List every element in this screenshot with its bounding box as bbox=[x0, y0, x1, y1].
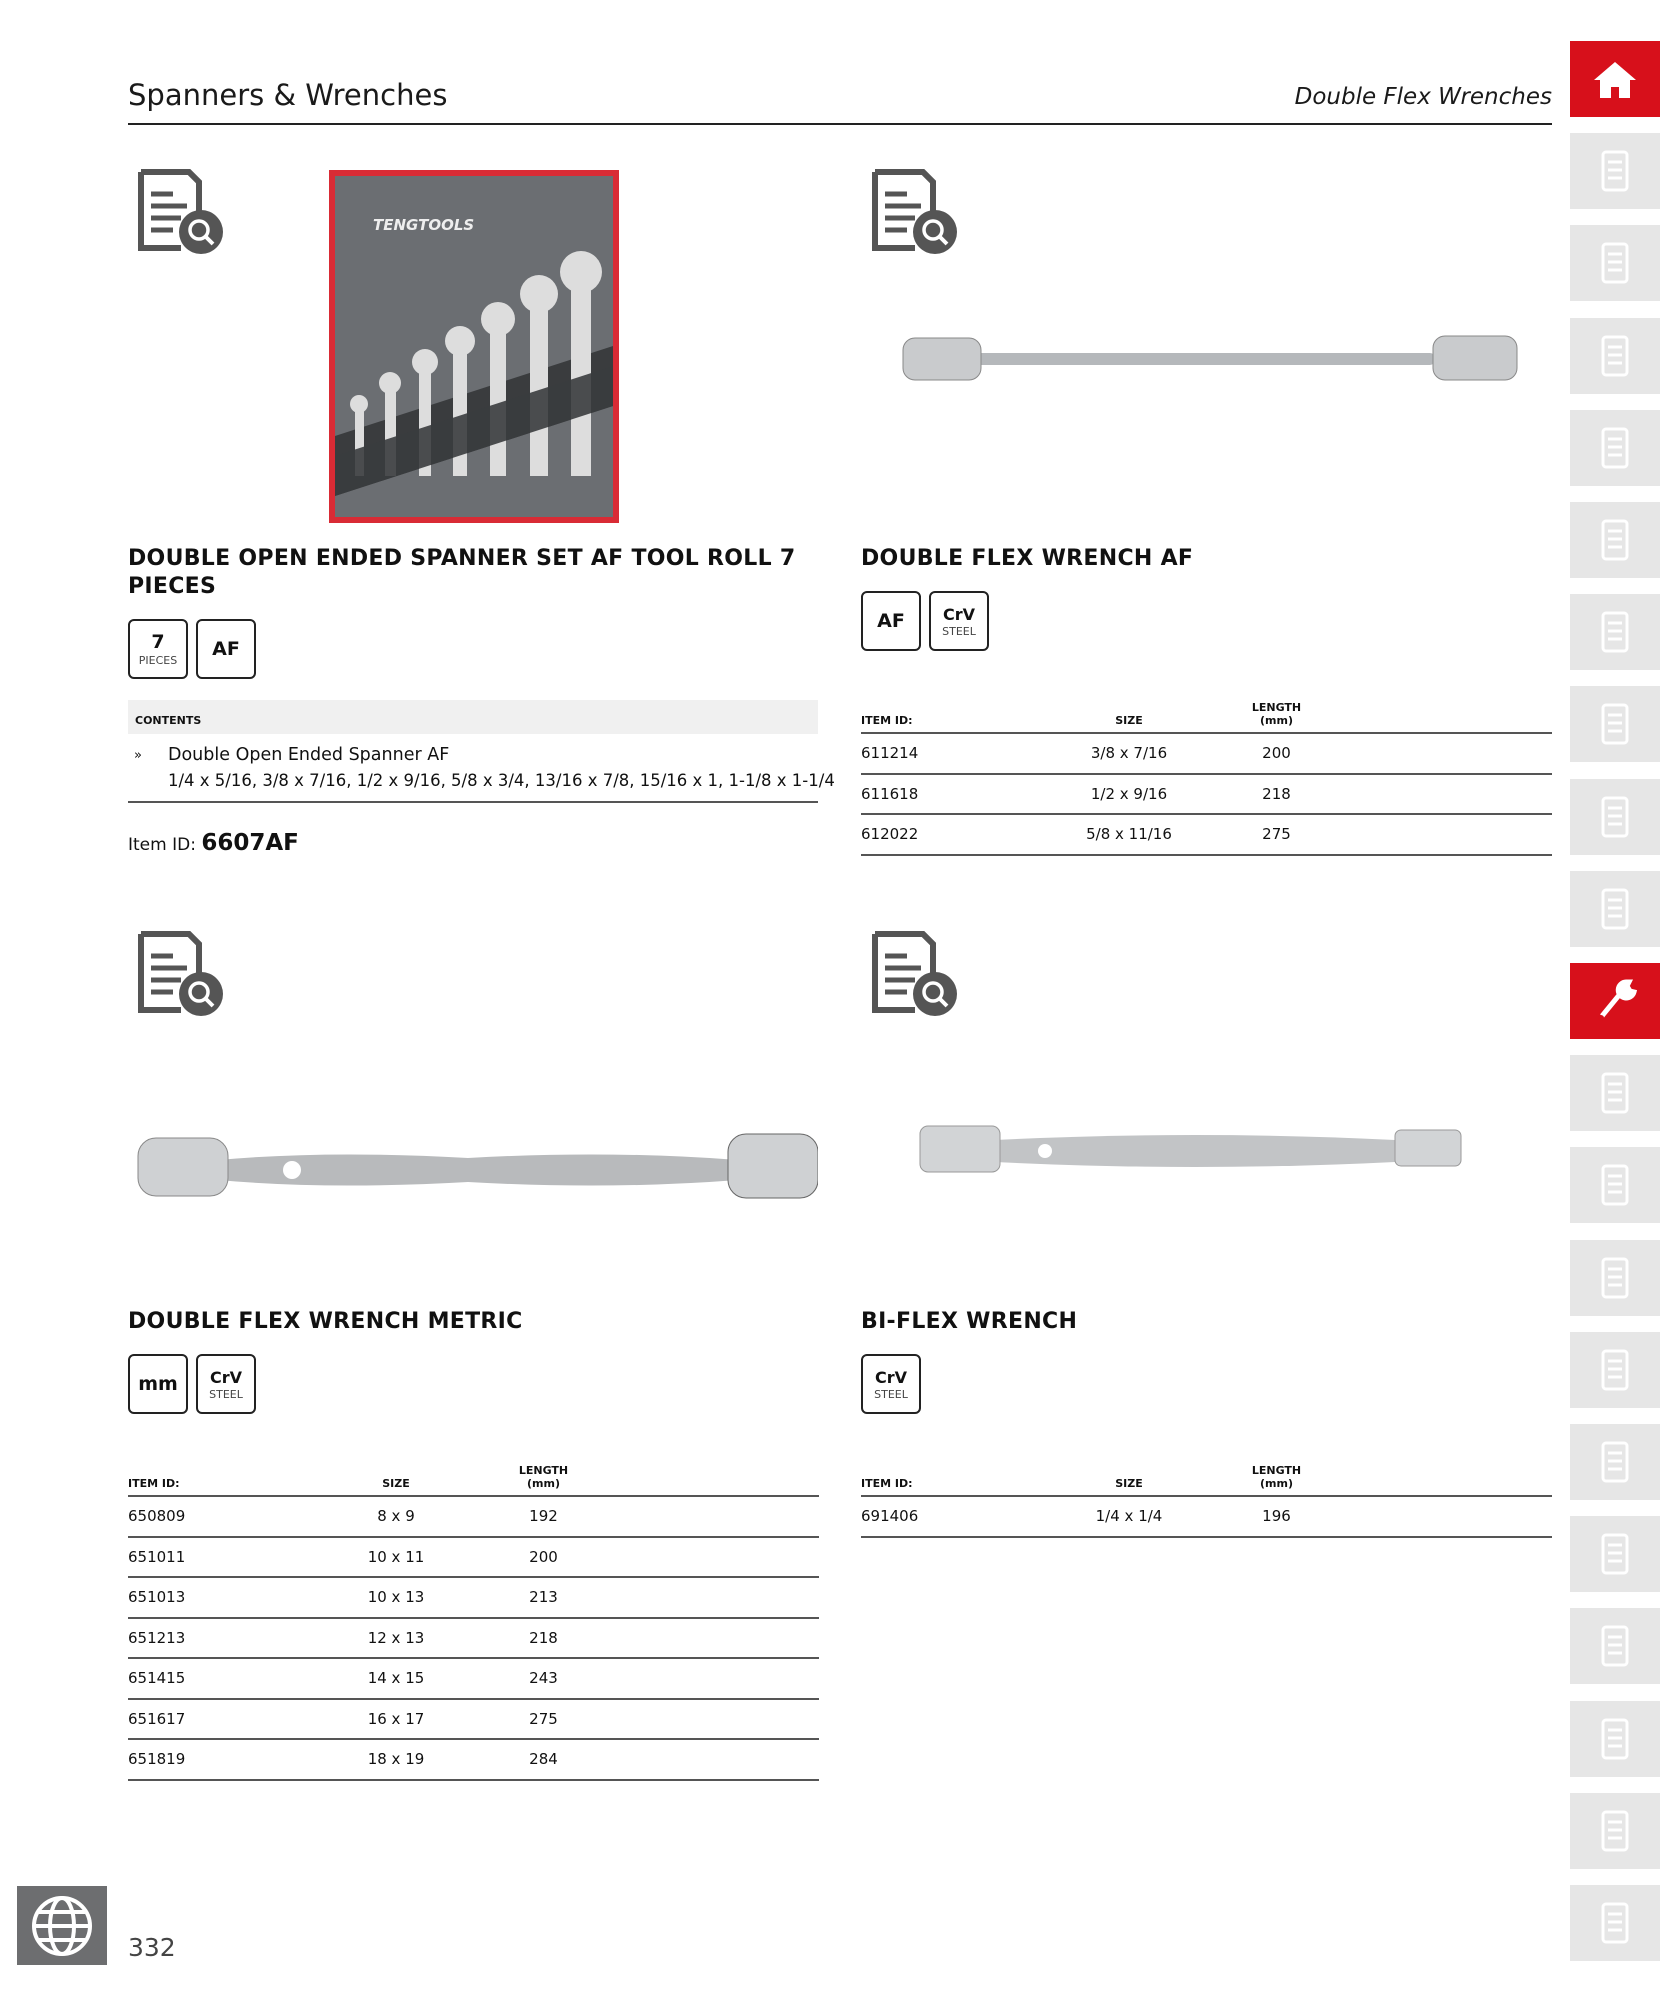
sidebar-item-tool-cabinet[interactable] bbox=[1570, 133, 1660, 209]
cell-item-id: 651415 bbox=[128, 1669, 186, 1688]
tool-tray-icon bbox=[1590, 423, 1640, 473]
cell-item-id: 651617 bbox=[128, 1709, 186, 1728]
cell-length: 192 bbox=[529, 1507, 558, 1526]
table-row bbox=[861, 734, 1552, 775]
tool-cabinet-icon bbox=[1590, 331, 1640, 381]
pieces-badge bbox=[128, 619, 188, 679]
brand-logo: TENGTOOLS bbox=[373, 216, 475, 234]
tool-tray-icon bbox=[1590, 238, 1640, 288]
sidebar-item-electrical[interactable] bbox=[1570, 1424, 1660, 1500]
product-badges bbox=[861, 1354, 921, 1414]
cell-item-id: 611618 bbox=[861, 784, 919, 803]
screwdriver-icon bbox=[1590, 1068, 1640, 1118]
col-length-label: LENGTH bbox=[1251, 701, 1302, 714]
cell-length: 196 bbox=[1262, 1507, 1291, 1526]
cell-length: 218 bbox=[529, 1628, 558, 1647]
bullet: » bbox=[134, 748, 142, 763]
sidebar-item-home[interactable] bbox=[1570, 41, 1660, 117]
tool-cabinet-icon bbox=[1590, 607, 1640, 657]
contents-list bbox=[128, 742, 835, 803]
sidebar-item-hammer[interactable] bbox=[1570, 1885, 1660, 1961]
badge-sub: STEEL bbox=[874, 1387, 908, 1401]
sidebar-item-hex-keys[interactable] bbox=[1570, 1240, 1660, 1316]
globe-icon bbox=[30, 1894, 94, 1958]
cell-item-id: 651213 bbox=[128, 1628, 186, 1647]
socket-set-icon bbox=[1590, 515, 1640, 565]
col-item-id: ITEM ID: bbox=[128, 1477, 180, 1490]
cell-size: 1/2 x 9/16 bbox=[1090, 784, 1168, 803]
hex-keys-icon bbox=[1590, 1253, 1640, 1303]
tool-cabinet-icon bbox=[1590, 146, 1640, 196]
cell-length: 218 bbox=[1262, 784, 1291, 803]
col-item-id: ITEM ID: bbox=[861, 714, 913, 727]
cell-size: 5/8 x 11/16 bbox=[1086, 825, 1172, 844]
hammer-icon bbox=[1590, 1898, 1640, 1948]
cell-size: 18 x 19 bbox=[367, 1750, 425, 1769]
table-row bbox=[128, 1700, 819, 1741]
document-search-icon[interactable] bbox=[869, 168, 959, 258]
sidebar-item-socket-set[interactable] bbox=[1570, 502, 1660, 578]
col-size: SIZE bbox=[382, 1477, 410, 1490]
col-size: SIZE bbox=[1115, 1477, 1143, 1490]
section-subtitle: Double Flex Wrenches bbox=[1294, 84, 1552, 110]
cell-size: 3/8 x 7/16 bbox=[1090, 744, 1168, 763]
header-divider bbox=[128, 123, 1552, 125]
badge-sub: STEEL bbox=[209, 1387, 243, 1401]
cell-item-id: 691406 bbox=[861, 1507, 919, 1526]
sidebar-item-screwdriver[interactable] bbox=[1570, 1055, 1660, 1131]
product-title: DOUBLE FLEX WRENCH AF bbox=[861, 546, 1194, 571]
sidebar-item-ratchet[interactable] bbox=[1570, 686, 1660, 762]
col-length-unit: (mm) bbox=[527, 1477, 560, 1490]
cell-length: 243 bbox=[529, 1669, 558, 1688]
product-table bbox=[861, 1463, 1552, 1538]
table-row bbox=[861, 1497, 1552, 1538]
sidebar-item-torque-wrench[interactable] bbox=[1570, 871, 1660, 947]
electrical-icon bbox=[1590, 1437, 1640, 1487]
cell-size: 10 x 11 bbox=[367, 1547, 425, 1566]
col-size: SIZE bbox=[1115, 714, 1143, 727]
sidebar-item-tool-tray[interactable] bbox=[1570, 225, 1660, 301]
col-length-label: LENGTH bbox=[1251, 1464, 1302, 1477]
bits-icon bbox=[1590, 1160, 1640, 1210]
badge-main: mm bbox=[138, 1373, 178, 1395]
col-length-unit: (mm) bbox=[1260, 1477, 1293, 1490]
cell-item-id: 651013 bbox=[128, 1588, 186, 1607]
col-length-unit: (mm) bbox=[1260, 714, 1293, 727]
sockets-icon bbox=[1590, 792, 1640, 842]
table-row bbox=[128, 1740, 819, 1781]
cell-length: 200 bbox=[1262, 744, 1291, 763]
sidebar-item-knife[interactable] bbox=[1570, 1516, 1660, 1592]
document-search-icon[interactable] bbox=[135, 930, 225, 1020]
contents-item-name: Double Open Ended Spanner AF bbox=[168, 745, 450, 765]
col-length bbox=[1196, 701, 1357, 727]
contents-header: CONTENTS bbox=[128, 700, 818, 734]
table-row bbox=[128, 1538, 819, 1579]
crv-steel-badge bbox=[929, 591, 989, 651]
col-length bbox=[1196, 1464, 1357, 1490]
product-table bbox=[128, 1463, 819, 1781]
cell-size: 14 x 15 bbox=[367, 1669, 425, 1688]
badge-main: CrV bbox=[209, 1367, 242, 1387]
sidebar-item-measuring[interactable] bbox=[1570, 1608, 1660, 1684]
badge-main: AF bbox=[877, 610, 905, 632]
sidebar-item-pliers[interactable] bbox=[1570, 1332, 1660, 1408]
af-badge bbox=[861, 591, 921, 651]
product-badges bbox=[128, 1354, 256, 1414]
badge-main: 7 bbox=[151, 631, 165, 653]
table-row bbox=[128, 1497, 819, 1538]
af-badge bbox=[196, 619, 256, 679]
globe-button[interactable] bbox=[17, 1886, 107, 1965]
torque-wrench-icon bbox=[1590, 884, 1640, 934]
cell-size: 12 x 13 bbox=[367, 1628, 425, 1647]
sidebar-item-spanner[interactable] bbox=[1570, 963, 1660, 1039]
col-length-label: LENGTH bbox=[518, 1464, 569, 1477]
mm-badge bbox=[128, 1354, 188, 1414]
item-id-label: Item ID: bbox=[128, 835, 196, 855]
double-flex-wrench-af-image bbox=[895, 320, 1525, 400]
item-id bbox=[128, 830, 299, 856]
cell-item-id: 650809 bbox=[128, 1507, 186, 1526]
cell-length: 275 bbox=[529, 1709, 558, 1728]
document-search-icon[interactable] bbox=[869, 930, 959, 1020]
mechanical-icon bbox=[1590, 1714, 1640, 1764]
crv-steel-badge bbox=[861, 1354, 921, 1414]
knife-icon bbox=[1590, 1529, 1640, 1579]
product-title: DOUBLE FLEX WRENCH METRIC bbox=[128, 1309, 523, 1334]
sidebar-item-sockets[interactable] bbox=[1570, 779, 1660, 855]
cell-item-id: 611214 bbox=[861, 744, 919, 763]
cell-size: 10 x 13 bbox=[367, 1588, 425, 1607]
cell-size: 16 x 17 bbox=[367, 1709, 425, 1728]
badge-main: CrV bbox=[874, 1367, 907, 1387]
table-row bbox=[128, 1659, 819, 1700]
product-title: DOUBLE OPEN ENDED SPANNER SET AF TOOL ROLL 7 PIECES bbox=[128, 546, 796, 599]
crv-steel-badge bbox=[196, 1354, 256, 1414]
product-badges bbox=[128, 619, 256, 679]
sidebar-item-gears[interactable] bbox=[1570, 1793, 1660, 1869]
product-table bbox=[861, 700, 1552, 856]
bi-flex-wrench-image bbox=[915, 1110, 1475, 1190]
badge-sub: PIECES bbox=[138, 654, 178, 667]
cell-item-id: 651819 bbox=[128, 1750, 186, 1769]
col-length bbox=[463, 1464, 624, 1490]
badge-main: CrV bbox=[942, 604, 975, 624]
cell-length: 213 bbox=[529, 1588, 558, 1607]
spanner-set-tool-roll-image bbox=[329, 170, 619, 523]
pliers-icon bbox=[1590, 1345, 1640, 1395]
spanner-icon bbox=[1590, 976, 1640, 1026]
contents-item-sizes: 1/4 x 5/16, 3/8 x 7/16, 1/2 x 9/16, 5/8 x 3/4, 13/16 x 7/8, 15/16 x 1, 1-1/8 x 1-1/4 bbox=[168, 771, 835, 790]
cell-length: 284 bbox=[529, 1750, 558, 1769]
measuring-icon bbox=[1590, 1621, 1640, 1671]
sidebar-item-bits[interactable] bbox=[1570, 1147, 1660, 1223]
cell-size: 8 x 9 bbox=[377, 1507, 415, 1526]
home-icon bbox=[1590, 54, 1640, 104]
product-badges bbox=[861, 591, 989, 651]
table-row bbox=[861, 815, 1552, 856]
table-row bbox=[128, 1578, 819, 1619]
double-flex-wrench-metric-image bbox=[128, 1120, 818, 1220]
sidebar-item-tool-cabinet[interactable] bbox=[1570, 318, 1660, 394]
badge-main: AF bbox=[212, 638, 240, 660]
badge-sub: STEEL bbox=[942, 624, 976, 638]
cell-item-id: 612022 bbox=[861, 825, 919, 844]
sidebar-item-mechanical[interactable] bbox=[1570, 1701, 1660, 1777]
table-row bbox=[128, 1619, 819, 1660]
sidebar-item-tool-tray[interactable] bbox=[1570, 410, 1660, 486]
page-number: 332 bbox=[128, 1933, 176, 1962]
ratchet-icon bbox=[1590, 699, 1640, 749]
gears-icon bbox=[1590, 1806, 1640, 1856]
product-title: BI-FLEX WRENCH bbox=[861, 1309, 1078, 1334]
item-id-value: 6607AF bbox=[201, 830, 299, 856]
table-row bbox=[861, 775, 1552, 816]
page-title: Spanners & Wrenches bbox=[128, 78, 448, 112]
cell-size: 1/4 x 1/4 bbox=[1095, 1507, 1163, 1526]
sidebar-item-tool-cabinet[interactable] bbox=[1570, 594, 1660, 670]
col-item-id: ITEM ID: bbox=[861, 1477, 913, 1490]
cell-length: 275 bbox=[1262, 825, 1291, 844]
document-search-icon[interactable] bbox=[135, 168, 225, 258]
cell-item-id: 651011 bbox=[128, 1547, 186, 1566]
cell-length: 200 bbox=[529, 1547, 558, 1566]
